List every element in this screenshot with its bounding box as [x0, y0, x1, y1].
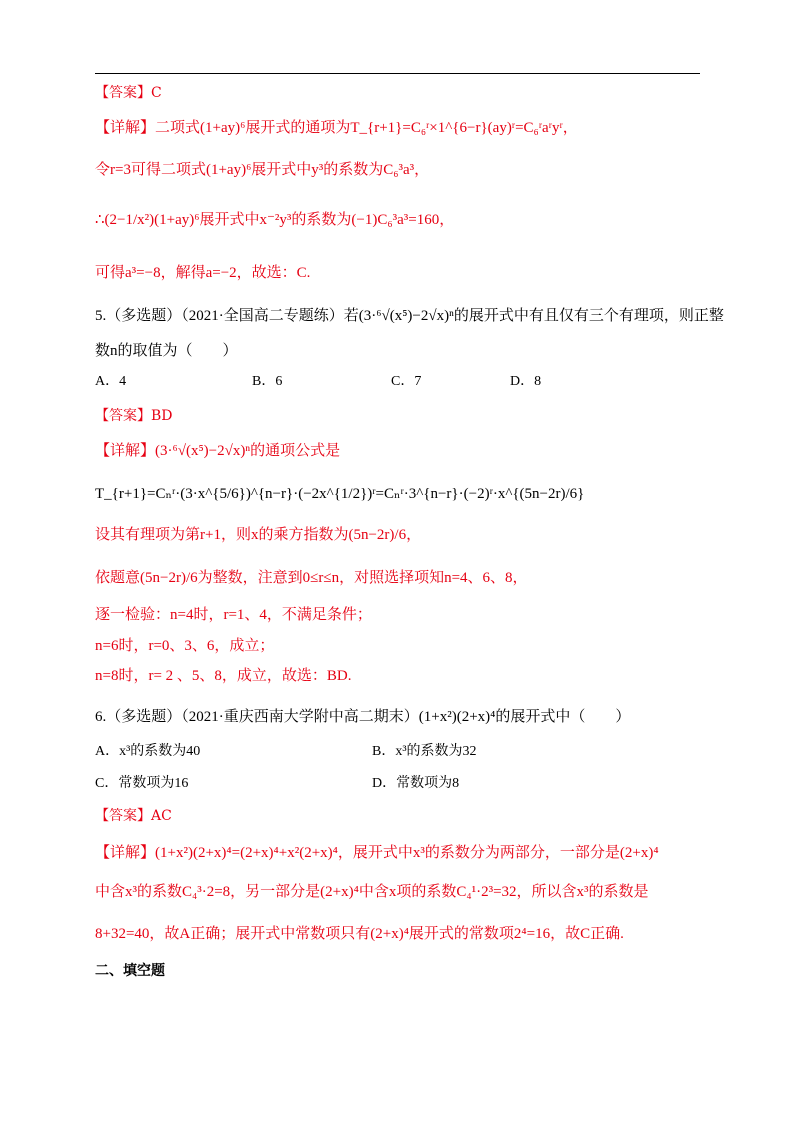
- q5-detail-7: n=8时，r= 2 、5、8，成立，故选：BD.: [95, 668, 352, 684]
- q6-option-d: D．常数项为8: [372, 776, 460, 791]
- q6-stem: 6.（多选题）（2021·重庆西南大学附中高二期末）(1+x²)(2+x)⁴的展开式中（ ）: [95, 709, 631, 725]
- q4-answer: 【答案】C: [95, 85, 162, 101]
- q5-stem-1: 5.（多选题）（2021·全国高二专题练）若(3·⁶√(x⁵)−2√x)ⁿ的展开式中有且仅有三个有理项，则正整: [95, 308, 724, 324]
- q5-detail-2: T_{r+1}=Cₙʳ·(3·x^{5/6})^{n−r}·(−2x^{1/2})ʳ=Cₙʳ·3^{n−r}·(−2)ʳ·x^{(5n−2r)/6}: [95, 486, 585, 502]
- q5-detail-4: 依题意(5n−2r)/6为整数，注意到0≤r≤n，对照选择项知n=4、6、8，: [95, 570, 528, 586]
- q6-option-c: C．常数项为16: [95, 776, 189, 791]
- q5-detail-3: 设其有理项为第r+1，则x的乘方指数为(5n−2r)/6，: [95, 527, 422, 543]
- q5-detail-6: n=6时，r=0、3、6，成立；: [95, 638, 275, 654]
- q6-answer: 【答案】AC: [95, 808, 172, 824]
- q6-option-b: B．x³的系数为32: [372, 744, 477, 759]
- q6-detail-3: 8+32=40，故A正确；展开式中常数项只有(2+x)⁴展开式的常数项2⁴=16，故C正确.: [95, 926, 624, 942]
- section-heading-fill-in: 二、填空题: [95, 963, 165, 979]
- q5-option-c: C．7: [391, 374, 422, 389]
- q6-option-a: A．x³的系数为40: [95, 744, 201, 759]
- q4-detail-4: 可得a³=−8，解得a=−2，故选：C.: [95, 265, 311, 281]
- top-rule: [95, 73, 700, 74]
- q5-detail-1: 【详解】(3·⁶√(x⁵)−2√x)ⁿ的通项公式是: [95, 443, 341, 459]
- q5-answer: 【答案】BD: [95, 408, 173, 424]
- q5-option-b: B．6: [252, 374, 283, 389]
- q5-option-a: A．4: [95, 374, 127, 389]
- q5-option-d: D．8: [510, 374, 542, 389]
- q5-detail-5: 逐一检验：n=4时，r=1、4，不满足条件；: [95, 607, 372, 623]
- q5-stem-2: 数n的取值为（ ）: [95, 343, 238, 359]
- q4-detail-1: 【详解】二项式(1+ay)⁶展开式的通项为T_{r+1}=C₆ʳ×1^{6−r}(ay)ʳ=C₆ʳaʳyʳ，: [95, 120, 578, 136]
- q6-detail-2: 中含x³的系数C₄³·2=8，另一部分是(2+x)⁴中含x项的系数C₄¹·2³=32，所以含x³的系数是: [95, 884, 649, 900]
- q4-detail-2: 令r=3可得二项式(1+ay)⁶展开式中y³的系数为C₆³a³，: [95, 162, 430, 178]
- q6-detail-1: 【详解】(1+x²)(2+x)⁴=(2+x)⁴+x²(2+x)⁴，展开式中x³的系数分为两部分，一部分是(2+x)⁴: [95, 845, 659, 861]
- q4-detail-3: ∴(2−1/x²)(1+ay)⁶展开式中x⁻²y³的系数为(−1)C₆³a³=160，: [95, 212, 455, 228]
